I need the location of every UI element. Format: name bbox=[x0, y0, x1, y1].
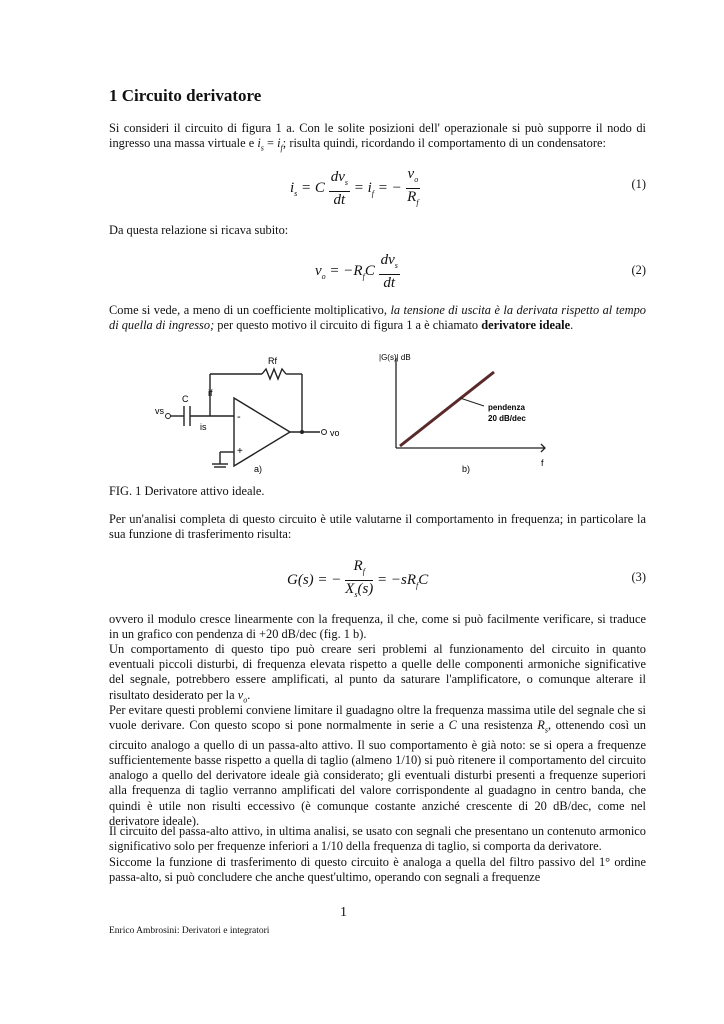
label-c: C bbox=[182, 394, 189, 404]
output-node bbox=[300, 430, 304, 434]
equation-2-number: (2) bbox=[631, 263, 646, 277]
paragraph-derive: Da questa relazione si ricava subito: bbox=[109, 223, 289, 237]
label-vo: vo bbox=[330, 428, 340, 438]
equation-2: $v_o = -R_fC$ $\frac{dv_s}{dt}$ bbox=[315, 252, 398, 291]
label-a: a) bbox=[254, 464, 263, 474]
page-number: 1 bbox=[340, 905, 347, 920]
page-footer: Enrico Ambrosini: Derivatori e integratori bbox=[109, 926, 270, 936]
input-terminal bbox=[166, 414, 171, 419]
figure-1 bbox=[150, 348, 560, 476]
equation-1: $i_s = C$ $\frac{dv_s}{dt}$ = $i_f$ = − $\frac{v_o}{R_f}$ bbox=[290, 166, 419, 208]
label-minus: - bbox=[237, 411, 241, 423]
paragraph-analysis: Per un'analisi completa di questo circuito è utile valutarne il comportamento in frequenza; in particolare la sua funzione di trasferimento risulta: bbox=[109, 512, 646, 542]
paragraph-intro: Si consideri il circuito di figura 1 a. Con le solite posizioni dell' operazionale si può supporre il nodo di ingresso una massa virtuale e $i_s = i_f$; risulta quindi, ricordando il comportamento di un condensatore: bbox=[109, 121, 646, 153]
equation-1-number: (1) bbox=[631, 177, 646, 191]
slope-pointer bbox=[460, 398, 484, 406]
paragraph-problems: Un comportamento di questo tipo può creare seri problemi al funzionamento del circuito in quanto eventuali piccoli disturbi, di frequenza elevata rispetto a quelle delle componenti armoniche significative del segnale, potrebbero essere amplificati, al punto da saturare l'amplificatore, o comunque alterare il risultato desiderato per la $v_o$. bbox=[109, 642, 646, 705]
paragraph-highpass: Il circuito del passa-alto attivo, in ultima analisi, se usato con segnali che presentano un contenuto armonico significativo solo per frequenze inferiori a 1/10 della frequenza di taglio, si comporta da derivatore. bbox=[109, 824, 646, 854]
equation-3-number: (3) bbox=[631, 570, 646, 584]
plot-xlabel: f bbox=[541, 458, 544, 468]
slope-label-1: pendenza bbox=[488, 403, 525, 412]
slope-label-2: 20 dB/dec bbox=[488, 414, 526, 423]
output-terminal bbox=[322, 430, 327, 435]
gain-line bbox=[400, 372, 494, 446]
figure-caption: FIG. 1 Derivatore attivo ideale. bbox=[109, 484, 265, 498]
equation-3: G(s) = − $\frac{R_f}{X_s(s)}$ = $-sR_fC$ bbox=[287, 558, 429, 599]
label-if: if bbox=[208, 388, 213, 398]
paragraph-conclusion: Come si vede, a meno di un coefficiente moltiplicativo, la tensione di uscita è la derivata rispetto al tempo di quella di ingresso; per questo motivo il circuito di figura 1 a è chiamato derivatore ideale. bbox=[109, 303, 646, 333]
paragraph-modulus: ovvero il modulo cresce linearmente con la frequenza, il che, come si può facilmente verificare, si traduce in un grafico con pendenza di +20 dB/dec (fig. 1 b). bbox=[109, 612, 646, 642]
section-heading: 1 Circuito derivatore bbox=[109, 86, 262, 105]
plot-ylabel: |G(s)| dB bbox=[379, 353, 411, 362]
circuit-diagram bbox=[170, 369, 320, 467]
paragraph-passive: Siccome la funzione di trasferimento di questo circuito è analoga a quella del filtro passivo del 1° ordine passa-alto, si può concludere che anche quest'ultimo, operando con segnali a frequenze bbox=[109, 855, 646, 885]
label-is: is bbox=[200, 422, 207, 432]
label-vs: vs bbox=[155, 406, 164, 416]
label-b: b) bbox=[462, 464, 471, 474]
label-rf: Rf bbox=[268, 356, 277, 366]
paragraph-solution: Per evitare questi problemi conviene limitare il guadagno oltre la frequenza massima utile del segnale che si vuole derivare. Con questo scopo si pone normalmente in serie a C una resistenza $R_s$, ottenendo così un circuito analogo a quello di un passa-alto attivo. Il suo comportamento è già noto: se si opera a frequenze sufficientemente basse rispetto a quella di taglio (almeno 1/10) si può ritenere il comportamento del circuito analogo a quello del derivatore ideale già considerato; gli eventuali disturbi presenti a frequenze superiori alla frequenza di taglio verranno amplificati del valore corrispondente al guadagno in centro banda, che quindi è utile non risulti eccessivo (è comunque costante anziché crescente di 20 dB/dec, come nel derivatore ideale). bbox=[109, 703, 646, 828]
label-plus: + bbox=[237, 446, 243, 457]
